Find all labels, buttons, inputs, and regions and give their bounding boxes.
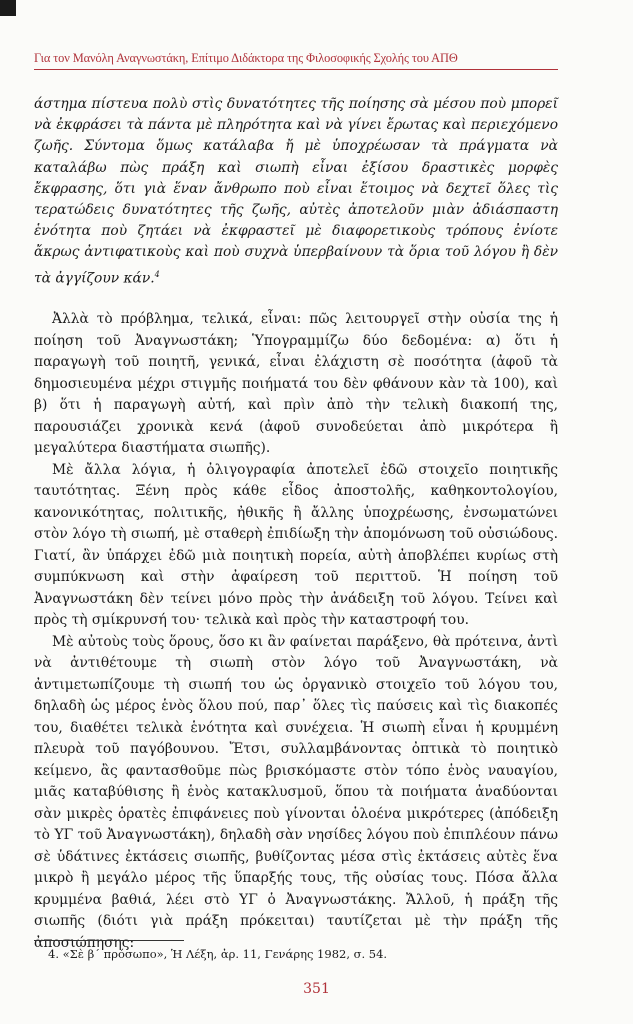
paragraph-3: Μὲ αὐτοὺς τοὺς ὅρους, ὅσο κι ἂν φαίνεται παράξενο, θὰ πρότεινα, ἀντὶ νὰ ἀντιθέτουμε τὴ σιωπὴ στὸν λόγο τοῦ Ἀναγνωστάκη, νὰ ἀντιμετωπίζουμε τὴ σιωπή του ὡς ὀργανικὸ στοιχεῖο τοῦ λόγου του, δηλαδὴ ὡς μέρος ἑνὸς ὅλου πού, παρ᾽ ὅλες τὶς παύσεις καὶ τὶς διακοπές του, διαθέτει τελικὰ ἑνότητα καὶ συνέχεια. Ἡ σιωπὴ εἶναι ἡ κρυμμένη πλευρὰ τοῦ παγόβουνου. Ἔτσι, συλλαμβάνοντας ὀπτικὰ τὸ ποιητικὸ κείμενο, ἂς φαντασθοῦμε πὼς βρισκόμαστε στὸν τόπο ἑνὸς ναυαγίου, μιᾶς καταβύθισης ἢ ἑνὸς κατακλυσμοῦ, ὅπου τὰ ποιήματα ἀναδύονται σὰν μικρὲς ὁρατὲς ἐπιφάνειες ποὺ γίνονται ὁλοένα μικρότερες (ἀπόδειξη τὸ ΥΓ τοῦ Ἀναγνωστάκη), δηλαδὴ σὰν νησίδες λόγου ποὺ ἐπιπλέουν πάνω σὲ ὑδάτινες ἐκτάσεις σιωπῆς, βυθίζοντας μέσα στὶς ἐκτάσεις αὐτὲς ἕνα μικρὸ ἢ μεγάλο μέρος τῆς ὕπαρξής τους, τῆς οὐσίας τους. Πόσα ἄλλα κρυμμένα βαθιά, λέει στὸ ΥΓ ὁ Ἀναγνωστάκης. Ἄλλοῦ, ἡ πράξη τῆς σιωπῆς (διότι γιὰ πράξη πρόκειται) ταυτίζεται μὲ τὴν πράξη τῆς ἀποσιώπησης: bbox=[34, 633, 558, 951]
page-content bbox=[34, 50, 558, 954]
footnote-rule bbox=[34, 940, 184, 941]
running-head-rule bbox=[34, 69, 558, 70]
page-corner-mark bbox=[0, 0, 16, 16]
paragraph-1: Ἀλλὰ τὸ πρόβλημα, τελικά, εἶναι: πῶς λειτουργεῖ στὴν οὐσία της ἡ ποίηση τοῦ Ἀναγνωστάκη; Ὑπογραμμίζω δύο δεδομένα: α) ὅτι ἡ παραγωγὴ τοῦ ποιητῆ, γενικά, εἶναι ἐλάχιστη σὲ ποσότητα (ἀφοῦ τὰ δημοσιευμένα μέχρι στιγμῆς ποιήματά του δὲν φθάνουν κὰν τὰ 100), καὶ β) ὅτι ἡ παραγωγὴ αὐτή, καὶ πρὶν ἀπὸ τὴν τελικὴ διακοπή της, παρουσιάζει χρονικὰ κενά (ἀφοῦ συνοδεύεται ἀπὸ μικρότερα ἢ μεγαλύτερα διαστήματα σιωπῆς). bbox=[34, 311, 558, 457]
running-head: Για τον Μανόλη Αναγνωστάκη, Επίτιμο Διδάκτορα της Φιλοσοφικής Σχολής του ΑΠΘ bbox=[34, 51, 458, 65]
body-text bbox=[34, 309, 558, 954]
page-number: 351 bbox=[303, 981, 330, 997]
footnote: 4. «Σὲ β´ πρόσωπο», Ἡ Λέξη, ἀρ. 11, Γενάρης 1982, σ. 54. bbox=[48, 947, 388, 961]
block-quote-text: άστημα πίστευα πολὺ στὶς δυνατότητες τῆς ποίησης σὰ μέσου ποὺ μπορεῖ νὰ ἐκφράσει τὰ πάντα μὲ πληρότητα καὶ νὰ γίνει ἔρωτας καὶ περιεχόμενο ζωῆς. Σύντομα ὅμως κατάλαβα ἤ μὲ ὑποχρέωσαν τὰ πράγματα νὰ καταλάβω πὼς πράξη καὶ σιωπὴ εἶναι ἐξίσου δραστικὲς μορφὲς ἔκφρασης, ὅτι γιὰ ἕναν ἄνθρωπο ποὺ εἶναι ἕτοιμος νὰ δεχτεῖ ὅλες τὶς τερατώδεις δυνατότητες τῆς ζωῆς, αὐτὲς ἀποτελοῦν μιὰν ἀδιάσπαστη ἑνότητα ποὺ ζητάει νὰ ἐκφραστεῖ μὲ διαφορετικοὺς τρόπους ἐνίοτε ἄκρως ἀντιφατικοὺς καὶ ποὺ συχνὰ ὑπερβαίνουν τὰ ὅρια τοῦ λόγου ἢ δὲν τὰ ἀγγίζουν κάν. bbox=[34, 96, 558, 287]
footnote-reference: 4 bbox=[154, 269, 160, 279]
paragraph-2: Μὲ ἄλλα λόγια, ἡ ὀλιγογραφία ἀποτελεῖ ἐδῶ στοιχεῖο ποιητικῆς ταυτότητας. Ξένη πρὸς κάθε εἶδος ἀποστολῆς, καθηκοντολογίου, κανονικότητας, πολιτικῆς, ἠθικῆς ἢ ἄλλης ὑποχρέωσης, ἐνσωματώνει στὸν λόγο τὴ σιωπή, μὲ σταθερὴ ἐπιδίωξη τὴν ἀπομόνωση τοῦ οὐσιώδους. Γιατί, ἂν ὑπάρχει ἐδῶ μιὰ ποιητικὴ πορεία, αὐτὴ ἀποβλέπει κυρίως στὴ συμπύκνωση καὶ στὴν ἀφαίρεση τοῦ περιττοῦ. Ἡ ποίηση τοῦ Ἀναγνωστάκη δὲν τείνει μόνο πρὸς τὴν ἀνάδειξη τοῦ λόγου. Τείνει καὶ πρὸς τὴ σμίκρυνσή του· τελικὰ καὶ πρὸς τὴν καταστροφή του. bbox=[34, 461, 558, 629]
block-quote bbox=[34, 94, 558, 289]
